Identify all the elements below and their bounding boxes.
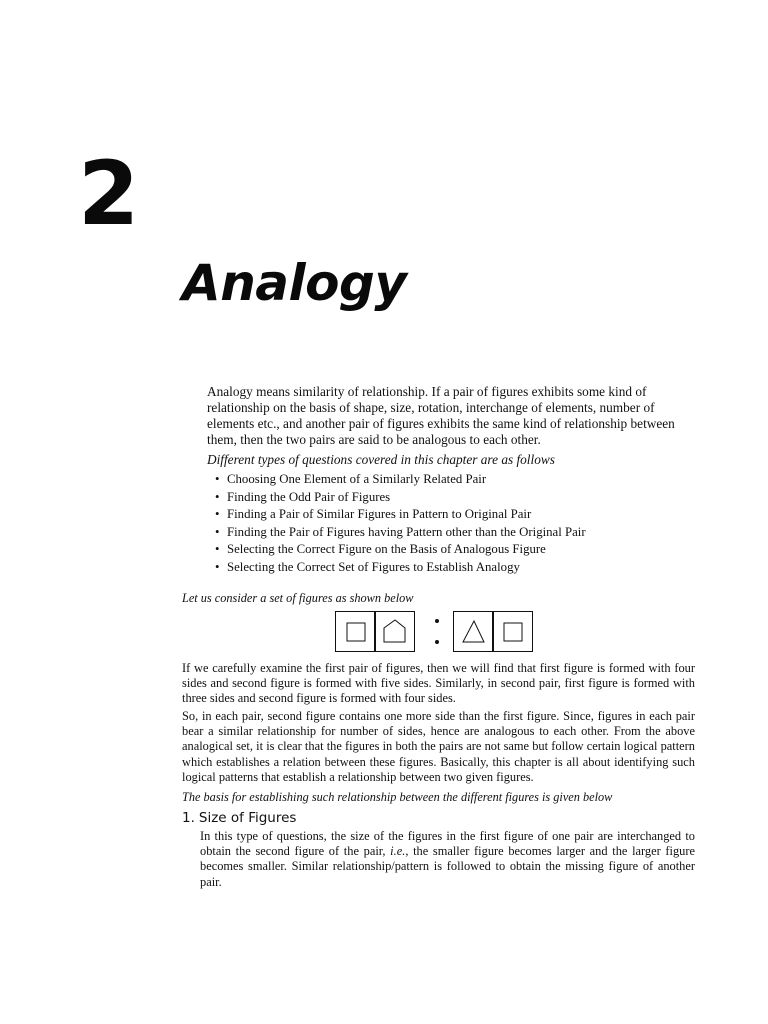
section-number: 1. [182, 810, 195, 826]
figure-triangle [453, 611, 494, 652]
chapter-title: Analogy [182, 254, 407, 312]
chapter-number: 2 [78, 142, 138, 245]
list-item: • Choosing One Element of a Similarly Related Pair [215, 471, 677, 489]
bullet-icon: • [215, 472, 220, 486]
list-item: • Finding a Pair of Similar Figures in Pattern to Original Pair [215, 506, 677, 524]
bullet-icon: • [215, 507, 220, 522]
intro-section [207, 384, 677, 577]
section-body-size-of-figures: In this type of questions, the size of the figures in the first figure of one pair are interchanged to obtain the second figure of the pair, i.e., the smaller figure becomes larger and the larger figure becomes smaller. Similar relationship/pattern is followed to obtain the missing figure of another pair. [200, 829, 695, 889]
triangle-shape-icon [454, 612, 493, 651]
list-item: • Selecting the Correct Set of Figures to Establish Analogy [215, 559, 677, 577]
basis-lead: The basis for establishing such relationship between the different figures is given below [182, 790, 613, 804]
intro-paragraph: Analogy means similarity of relationship. If a pair of figures exhibits some kind of relationship on the basis of shape, size, rotation, interchange of elements, number of elements etc., and another pair of figures exhibits the same kind of relationship between them, then the two pairs are said to be analogous to each other. [207, 384, 675, 447]
bullet-icon: • [215, 524, 220, 539]
explanation-paragraph-1: If we carefully examine the first pair of figures, then we will find that first figure is formed with four sides and second figure is formed with five sides. Similarly, in second pair, first figure is formed with three sides and second figure is formed with four sides. [182, 661, 695, 706]
figure-pentagon [374, 611, 415, 652]
list-item: • Finding the Pair of Figures having Pattern other than the Original Pair [215, 524, 677, 542]
list-item: • Selecting the Correct Figure on the Basis of Analogous Figure [215, 541, 677, 559]
bullet-icon: • [215, 559, 220, 574]
figure-square-1 [335, 611, 376, 652]
figure-square-2 [492, 611, 533, 652]
bullet-icon: • [215, 489, 220, 504]
square-shape-icon [493, 612, 532, 651]
list-item: • Finding the Odd Pair of Figures [215, 489, 677, 507]
section-title: Size of Figures [198, 810, 297, 826]
bullet-icon: • [215, 542, 220, 557]
pair-separator-colon [429, 611, 445, 652]
pentagon-shape-icon [375, 612, 414, 651]
section-heading-size-of-figures [182, 810, 296, 826]
explanation-paragraph-2: So, in each pair, second figure contains one more side than the first figure. Since, figures in each pair bear a similar relationship for number of sides, hence are analogous to each other. From the above analogical set, it is clear that the figures in both the pairs are not same but follow certain logical pattern which establishes a relation between these figures. Basically, this chapter is all about identifying such logical patterns that establish a relationship between two given figures. [182, 709, 695, 784]
analogy-figure-set [335, 611, 545, 652]
question-types-lead: Different types of questions covered in this chapter are as follows [207, 452, 555, 467]
square-shape-icon [336, 612, 375, 651]
question-types-list [207, 471, 677, 577]
example-caption: Let us consider a set of figures as shown below [182, 591, 414, 605]
